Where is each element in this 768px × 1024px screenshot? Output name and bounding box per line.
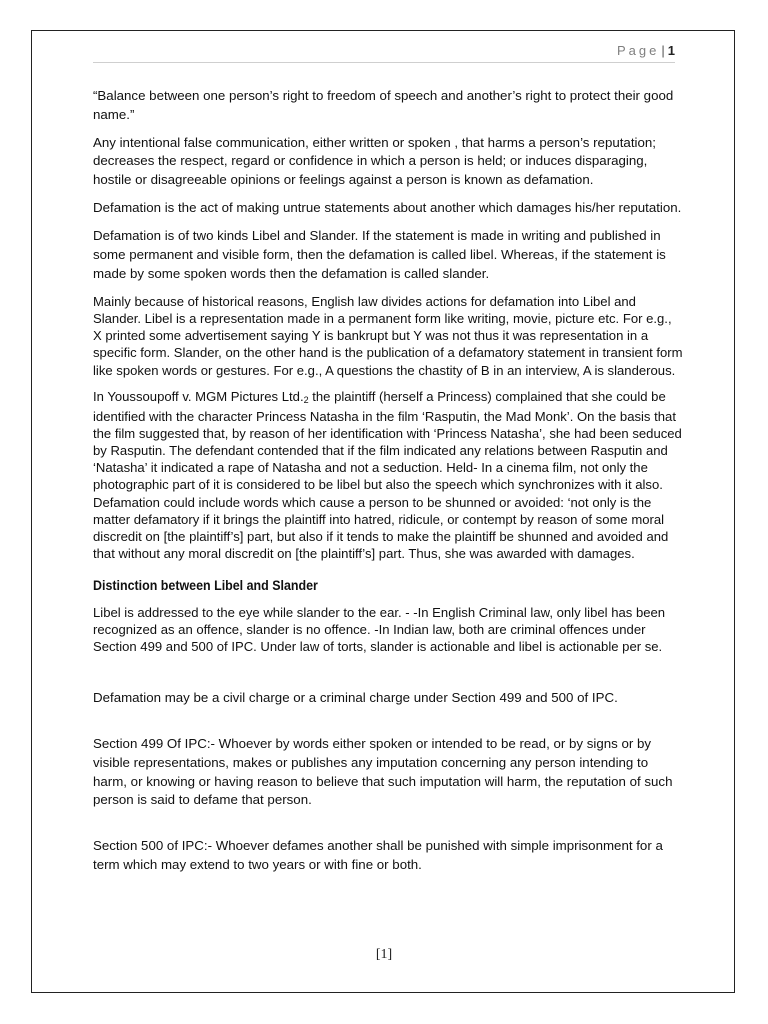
distinction-heading: Distinction between Libel and Slander: [93, 578, 318, 594]
spacer: [93, 819, 683, 837]
document-body: [93, 87, 683, 884]
distinction-paragraph: Libel is addressed to the eye while slander to the ear. - -In English Criminal law, only libel has been recognized as an offence, slander is no offence. -In Indian law, both are criminal offences under Section 499 and 500 of IPC. Under law of torts, slander is actionable and libel is actionable per se.: [93, 604, 666, 655]
section-499-paragraph: Section 499 Of IPC:- Whoever by words either spoken or intended to be read, or by signs or by visible representations, makes or publishes any imputation concerning any person intending to harm, or knowing or having reason to believe that such imputation will harm, the reputation of such person is said to defame that person.: [93, 736, 673, 808]
page-number: 1: [667, 43, 675, 58]
definition-paragraph: Defamation is the act of making untrue statements about another which damages his/her reputation.: [93, 200, 682, 216]
historical-and-case-block: [93, 293, 683, 563]
case-body: the plaintiff (herself a Princess) complained that she could be identified with the character Princess Natasha in the film ‘Rasputin, the Mad Monk’. On the basis that the film suggested that, by reason of her identification with ‘Princess Natasha’, she had been seduced by Rasputin. The defendant contended that if the film indicated any relations between Rasputin and ‘Natasha’ it indicated a rape of Natasha and not a seduction. Held- In a cinema film, not only the photographic part of it is considered to be libel but also the speech which synchronizes with it also. Defamation could include words which cause a person to be shunned or avoided: ‘not only is the matter defamatory if it brings the plaintiff into hatred, ridicule, or contempt by reason of some moral discredit on [the plaintiff’s] part, but also if it tends to make the plaintiff be shunned and avoided and that without any moral discredit on [the plaintiff’s] part. Thus, she was awarded with damages.: [93, 389, 682, 562]
kinds-paragraph: Defamation is of two kinds Libel and Slander. If the statement is made in writing and published in some permanent and visible form, then the defamation is called libel. Whereas, if the statement is made by some spoken words then the defamation is called slander.: [93, 228, 666, 281]
page-label: Page: [617, 43, 660, 58]
page-header: [93, 42, 675, 63]
historical-paragraph: Mainly because of historical reasons, English law divides actions for defamation into Libel and Slander. Libel is a representation made in a permanent form like writing, movie, picture etc. For e.g., X printed some advertisement saying Y is bankrupt but Y was not thus it was representation in a specific form. Slander, on the other hand is the publication of a defamatory statement in transient form like spoken words or gestures. For e.g., A questions the chastity of B in an interview, A is slanderous.: [93, 293, 683, 378]
case-paragraph: [93, 388, 683, 562]
section-500-paragraph: Section 500 of IPC:- Whoever defames another shall be punished with simple imprisonment for a term which may extend to two years or with fine or both.: [93, 838, 663, 872]
civil-criminal-paragraph: Defamation may be a civil charge or a criminal charge under Section 499 and 500 of IPC.: [93, 690, 618, 706]
page-separator: |: [661, 43, 665, 58]
spacer: [93, 717, 683, 735]
intro-paragraph: Any intentional false communication, either written or spoken , that harms a person’s reputation; decreases the respect, regard or confidence in which a person is held; or induces disparaging, hostile or disagreeable opinions or feelings against a person is known as defamation.: [93, 134, 656, 187]
spacer: [93, 665, 683, 689]
case-citation: In Youssoupoff v. MGM Pictures Ltd.: [93, 389, 304, 405]
footnote-ref: 2: [303, 395, 309, 406]
page-footer-marker: [1]: [375, 947, 393, 962]
opening-quote: “Balance between one person’s right to freedom of speech and another’s right to protect their good name.”: [93, 88, 674, 122]
